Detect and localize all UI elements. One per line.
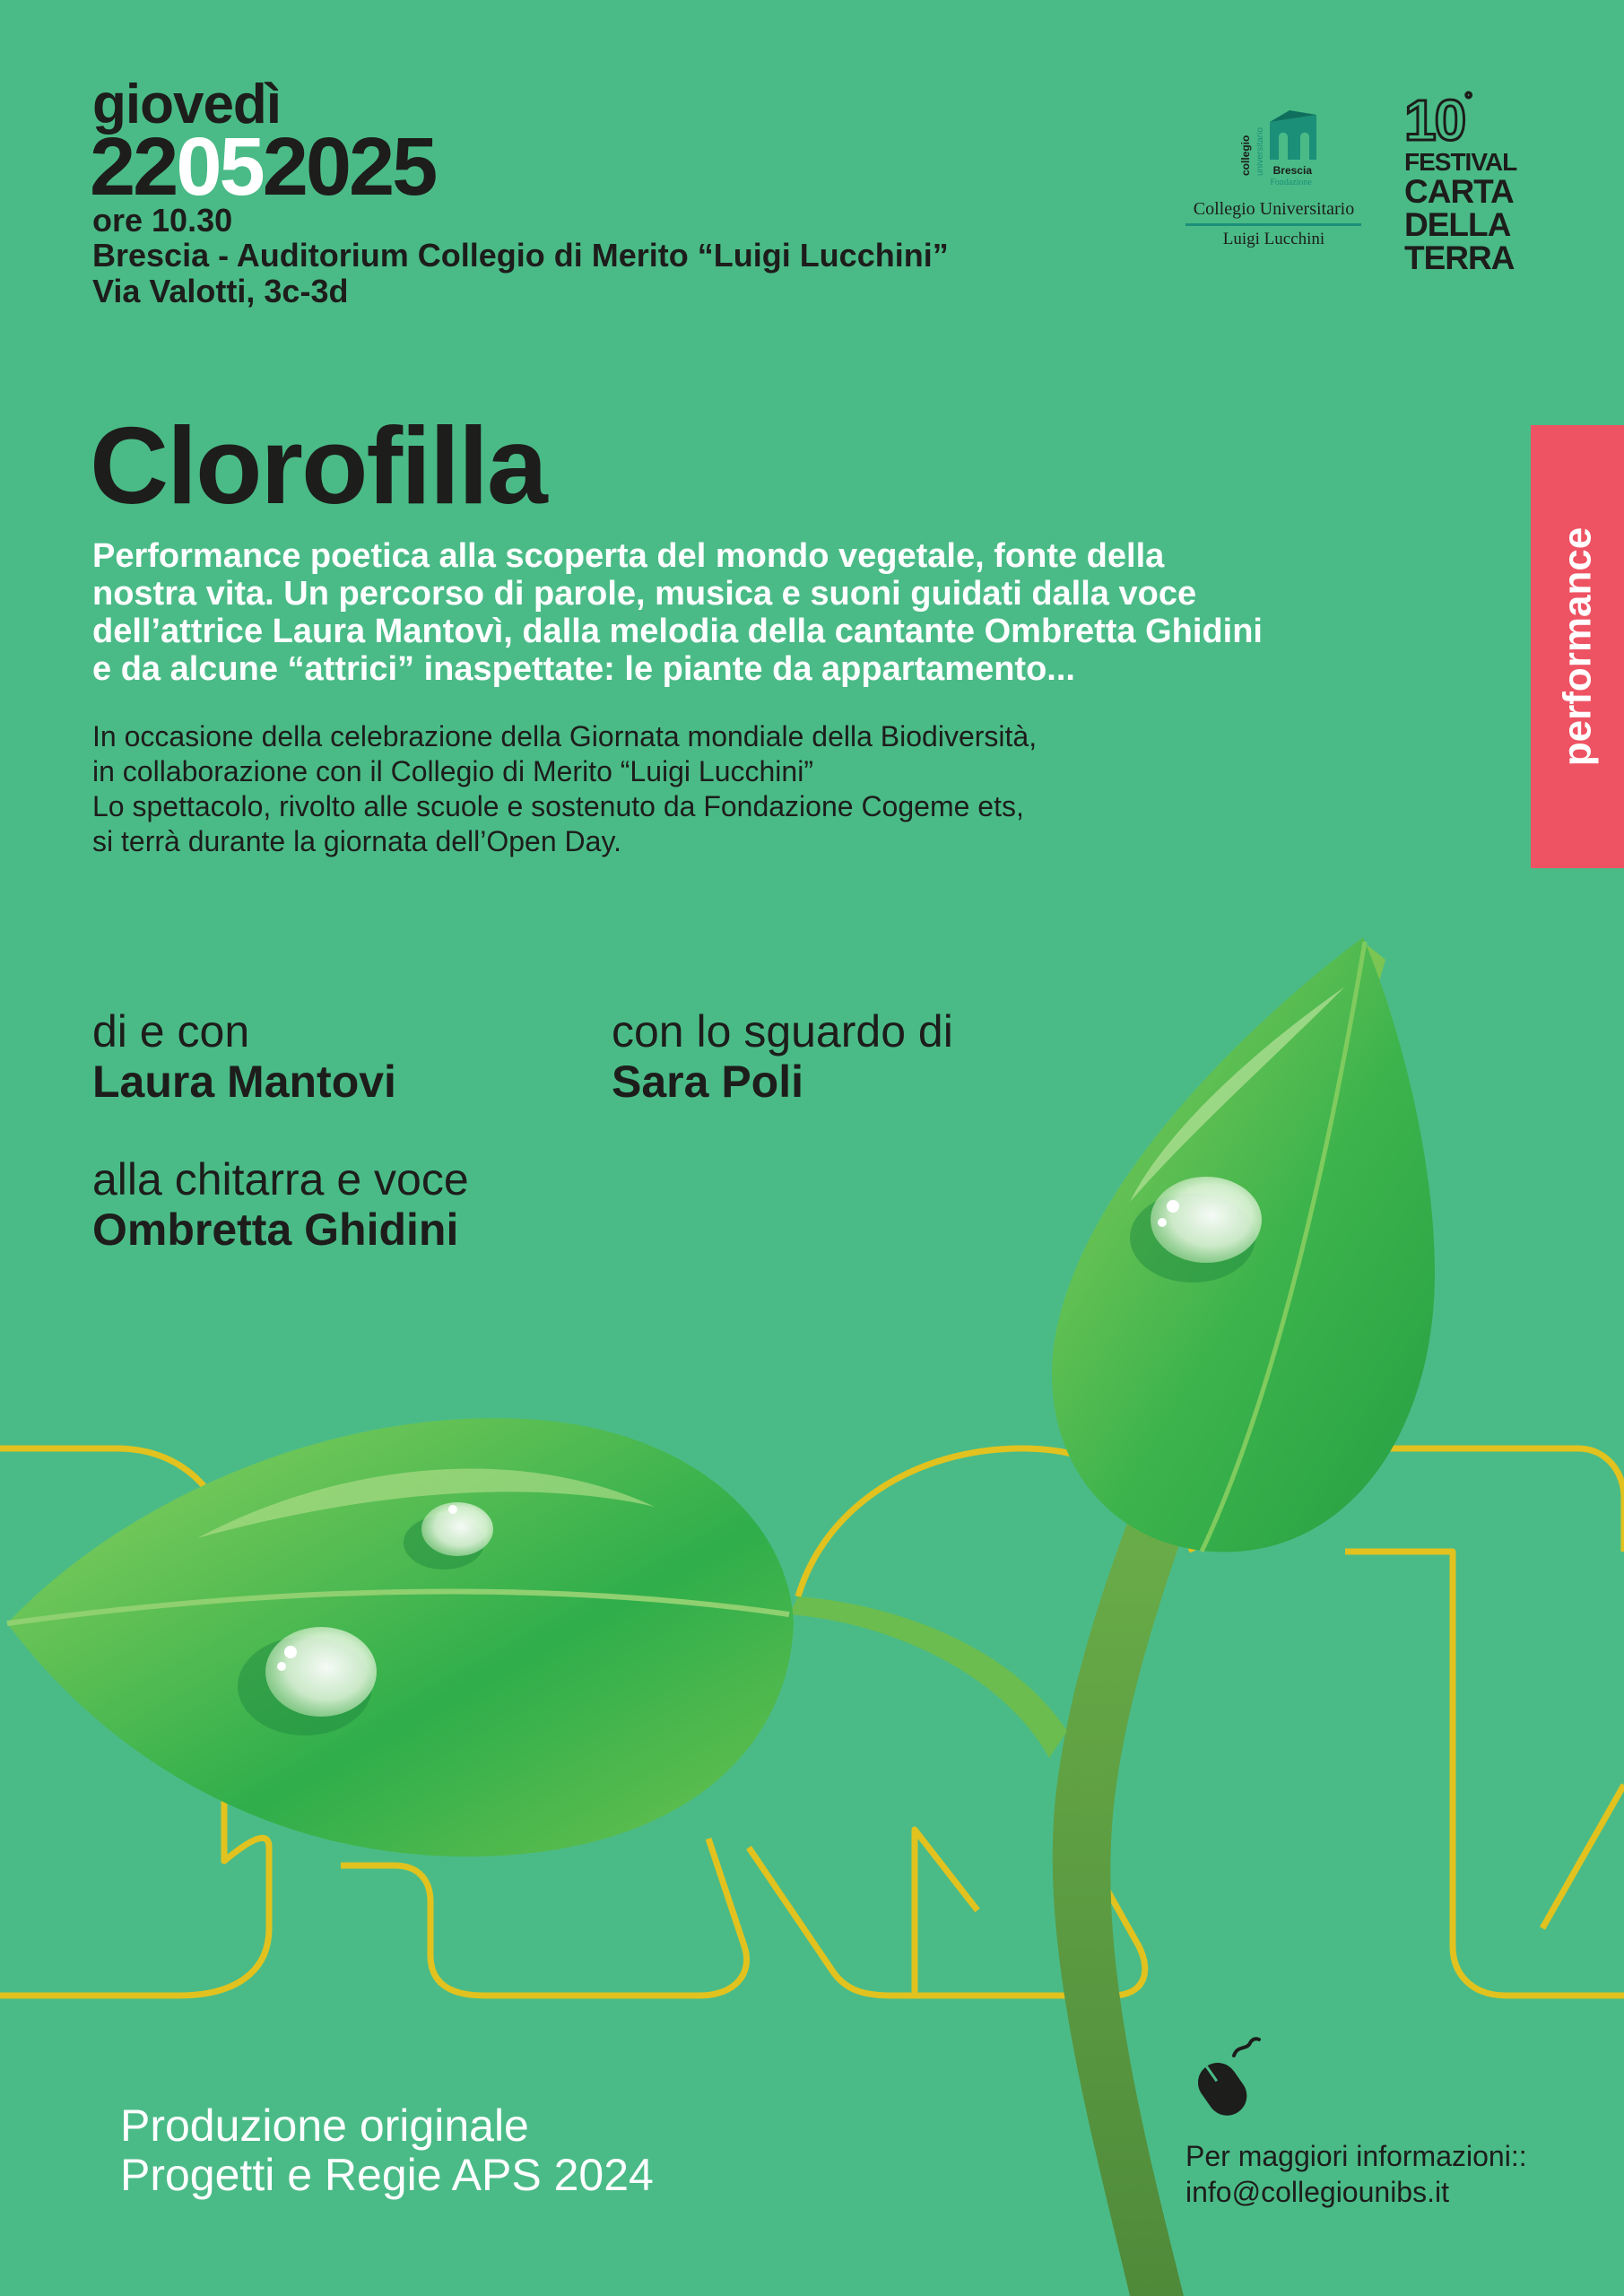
credit-role: alla chitarra e voce [92, 1154, 469, 1205]
event-intro [92, 537, 1402, 688]
contact-email[interactable]: info@collegiounibs.it [1185, 2176, 1449, 2208]
credit-name: Ombretta Ghidini [92, 1205, 459, 1255]
festival-line-4: TERRA [1404, 239, 1515, 277]
event-day: giovedì [92, 74, 282, 135]
details-line: Lo spettacolo, rivolto alle scuole e sostenuto da Fondazione Cogeme ets, [92, 790, 1024, 822]
festival-line-2: CARTA [1404, 173, 1514, 211]
branch [789, 1596, 1067, 1758]
credit-author [92, 1006, 396, 1107]
credit-role: di e con [92, 1006, 250, 1057]
date-year: 2025 [262, 121, 436, 213]
collegio-foundation: Fondazione [1270, 178, 1312, 187]
contact-label: Per maggiori informazioni:: [1185, 2140, 1527, 2172]
collegio-name: Collegio Universitario [1193, 199, 1355, 219]
credit-name: Sara Poli [612, 1057, 803, 1107]
collegio-person: Luigi Lucchini [1222, 230, 1325, 248]
event-date [90, 121, 436, 213]
collegio-vertical-text: collegio [1239, 135, 1252, 176]
collegio-city: Brescia [1272, 164, 1312, 177]
event-title: Clorofilla [90, 404, 546, 526]
contact-info [1185, 2138, 1527, 2210]
festival-number: 10° [1404, 88, 1471, 152]
performance-tab-label-wrap [1531, 425, 1624, 868]
details-line: si terrà durante la giornata dell’Open Day. [92, 825, 621, 857]
credit-director [612, 1006, 953, 1107]
date-month: 05 [176, 121, 263, 213]
intro-line: Performance poetica alla scoperta del mondo vegetale, fonte della [92, 537, 1165, 575]
date-day: 22 [90, 121, 177, 213]
details-line: In occasione della celebrazione della Giornata mondiale della Biodiversità, [92, 720, 1038, 752]
collegio-divider [1185, 223, 1361, 226]
collegio-vertical-text-2: universitario [1255, 127, 1265, 176]
credit-role: con lo sguardo di [612, 1006, 953, 1057]
details-line: in collaborazione con il Collegio di Merito “Luigi Lucchini” [92, 755, 813, 787]
credit-name: Laura Mantovi [92, 1057, 396, 1107]
festival-line-1: FESTIVAL [1404, 148, 1517, 176]
mouse-icon [1182, 2029, 1272, 2118]
intro-line: dell’attrice Laura Mantovì, dalla melodia della cantante Ombretta Ghidini [92, 613, 1263, 650]
event-address: Via Valotti, 3c-3d [92, 273, 349, 309]
event-venue: Brescia - Auditorium Collegio di Merito “Luigi Lucchini” [92, 237, 949, 274]
production-line: Progetti e Regie APS 2024 [120, 2150, 654, 2200]
intro-line: nostra vita. Un percorso di parole, musica e suoni guidati dalla voce [92, 575, 1197, 613]
credit-musician [92, 1154, 469, 1255]
festival-line-3: DELLA [1404, 206, 1511, 244]
intro-line: e da alcune “attrici” inaspettate: le piante da appartamento... [92, 650, 1075, 688]
production-line: Produzione originale [120, 2100, 529, 2151]
performance-tab-label: performance [1555, 526, 1600, 767]
festival-logo [1404, 88, 1539, 277]
event-time: ore 10.30 [92, 202, 233, 239]
production-credit [120, 2101, 654, 2200]
event-details [92, 719, 1348, 859]
